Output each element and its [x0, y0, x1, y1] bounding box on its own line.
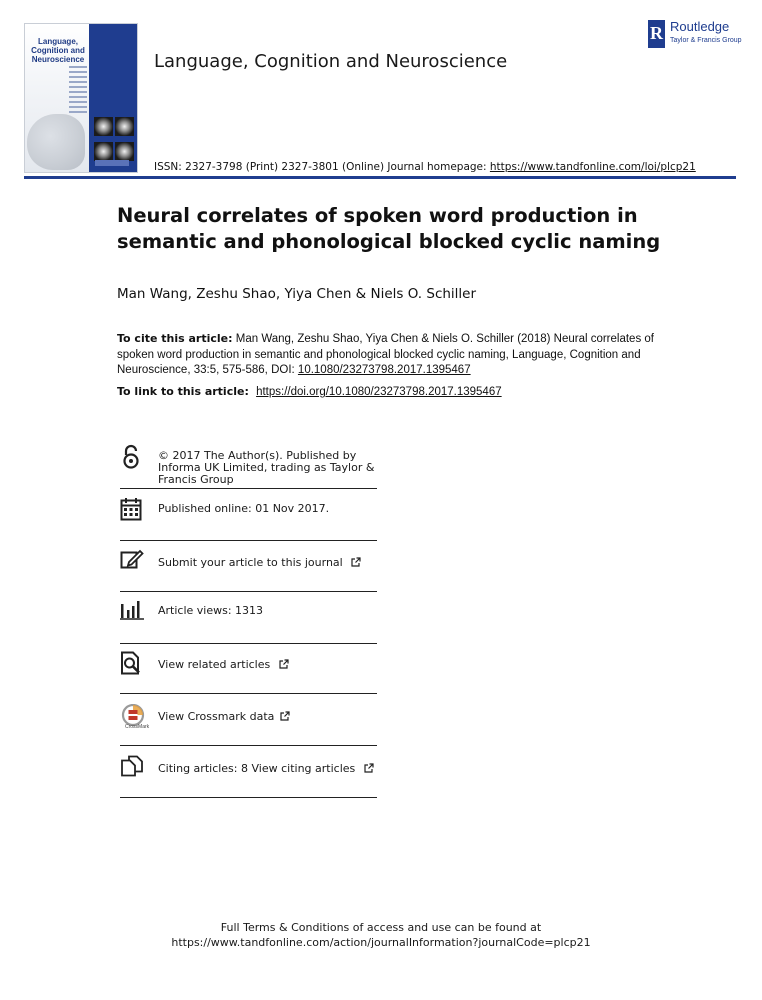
crossmark-link[interactable]	[158, 711, 383, 723]
external-link-icon	[351, 557, 361, 567]
cite-doi-link[interactable]: 10.1080/23273798.2017.1395467	[297, 364, 471, 376]
article-title: Neural correlates of spoken word production in semantic and phonological blocked cyclic naming	[117, 204, 661, 253]
crossmark-text: View Crossmark data	[158, 710, 275, 723]
cover-title: Language, Cognition and Neuroscience	[31, 37, 85, 64]
open-access-icon	[120, 444, 142, 470]
published-text: Published online: 01 Nov 2017.	[158, 502, 330, 515]
footer	[0, 920, 762, 950]
footer-line-1: Full Terms & Conditions of access and use can be found at	[220, 921, 542, 934]
citing-link[interactable]	[158, 763, 383, 775]
journal-homepage-link[interactable]: https://www.tandfonline.com/loi/plcp21	[489, 161, 696, 173]
cover-editorial-lines	[69, 66, 87, 116]
views-item	[120, 600, 377, 646]
issn-text: ISSN: 2327-3798 (Print) 2327-3801 (Online) Journal homepage:	[154, 161, 487, 173]
related-item[interactable]	[120, 652, 377, 698]
submit-link[interactable]	[158, 557, 383, 569]
cover-publisher-logo	[95, 160, 129, 166]
crossmark-item[interactable]	[120, 704, 377, 750]
routledge-r-icon: R	[648, 20, 665, 48]
related-text: View related articles	[158, 658, 271, 671]
citing-item[interactable]	[120, 755, 377, 801]
footer-terms-link[interactable]: https://www.tandfonline.com/action/journalInformation?journalCode=plcp21	[171, 936, 591, 949]
article-authors: Man Wang, Zeshu Shao, Yiya Chen & Niels O. Schiller	[117, 286, 477, 302]
publisher-name: Routledge	[670, 19, 730, 34]
list-divider	[120, 643, 377, 644]
link-label: To link to this article:	[117, 385, 249, 398]
citing-documents-icon	[120, 755, 144, 777]
citation-block	[117, 331, 677, 379]
external-link-icon	[364, 763, 374, 773]
list-divider	[120, 745, 377, 746]
related-link[interactable]	[158, 659, 383, 671]
external-link-icon	[280, 711, 290, 721]
article-doi-link[interactable]: https://doi.org/10.1080/23273798.2017.1395467	[256, 386, 502, 398]
publisher-subtitle: Taylor & Francis Group	[670, 37, 742, 44]
publisher-logo[interactable]	[648, 20, 752, 50]
citing-text: Citing articles: 8 View citing articles	[158, 762, 356, 775]
cover-brain-illustration	[27, 114, 85, 170]
list-divider	[120, 797, 377, 798]
cover-brain-scans	[93, 116, 137, 166]
journal-cover-image	[24, 23, 138, 173]
submit-item[interactable]	[120, 548, 377, 594]
list-divider	[120, 488, 377, 489]
published-item	[120, 497, 377, 543]
calendar-icon	[120, 497, 142, 521]
issn-line	[154, 160, 696, 174]
journal-name: Language, Cognition and Neuroscience	[154, 51, 508, 72]
license-item	[120, 444, 377, 494]
list-divider	[120, 540, 377, 541]
license-text: © 2017 The Author(s). Published by Informa UK Limited, trading as Taylor & Francis Group	[158, 449, 375, 486]
list-divider	[120, 591, 377, 592]
edit-pencil-icon	[120, 548, 144, 570]
bar-chart-icon	[120, 600, 144, 620]
views-text: Article views: 1313	[158, 604, 264, 617]
cite-label: To cite this article:	[117, 332, 233, 345]
cite-text: Man Wang, Zeshu Shao, Yiya Chen & Niels O. Schiller (2018) Neural correlates of spoken word production in semantic and phonological blocked cyclic naming, Language, Cognition and Neuroscience, 33:5, 575-586, DOI:	[117, 333, 654, 376]
submit-text: Submit your article to this journal	[158, 556, 343, 569]
list-divider	[120, 693, 377, 694]
header-divider	[24, 176, 736, 179]
crossmark-caption: CrossMark	[125, 724, 150, 730]
external-link-icon	[279, 659, 289, 669]
search-document-icon	[120, 651, 142, 675]
article-link-line	[117, 384, 677, 400]
